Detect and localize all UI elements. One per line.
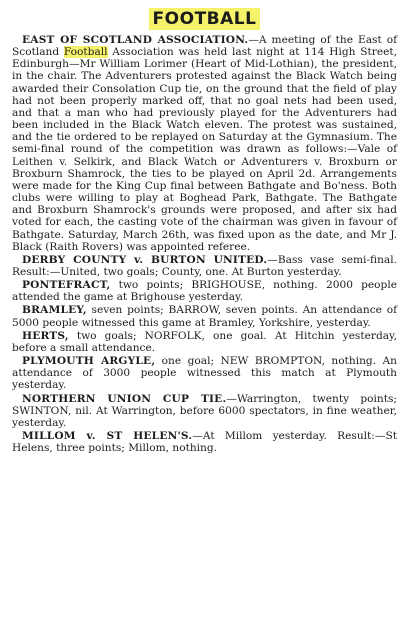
article-body: two goals; NORFOLK, one goal. At Hitchin yesterday, before a small attendance. <box>12 329 397 354</box>
highlighted-word: Football <box>63 46 108 59</box>
article-lead: PONTEFRACT, <box>22 279 111 292</box>
article-lead: MILLOM v. ST HELEN'S. <box>22 430 193 442</box>
article-body: —Warrington, twenty points; SWINTON, nil. At Warrington, before 6000 spectators, in fine weather, yesterday. <box>12 392 397 429</box>
article-body: seven points; BARROW, seven points. An attendance of 5000 people witnessed this game at Bramley, Yorkshire, yesterday. <box>12 304 397 329</box>
headline-container <box>12 8 397 32</box>
article-body: —Bass vase semi-final. Result:—United, two goals; County, one. At Burton yesterday. <box>12 253 397 278</box>
article-lead: PLYMOUTH ARGYLE, <box>22 355 156 368</box>
article-herts-norfolk <box>12 330 397 354</box>
article-plymouth-brompton <box>12 355 397 391</box>
article-derby-burton <box>12 254 397 278</box>
article-east-of-scotland <box>12 34 397 253</box>
article-lead: BRAMLEY, <box>22 304 87 317</box>
article-body: two points; BRIGHOUSE, nothing. 2000 people attended the game at Brighouse yesterday. <box>12 279 397 304</box>
article-body: one goal; NEW BROMPTON, nothing. An attendance of 3000 people witnessed this match at Plymouth yesterday. <box>12 355 397 392</box>
article-body: —At Millom yesterday. Result:—St Helens, three points; Millom, nothing. <box>12 430 397 455</box>
article-millom-st-helens <box>12 430 397 454</box>
headline: FOOTBALL <box>149 8 261 30</box>
article-bramley-barrow <box>12 304 397 328</box>
article-lead: HERTS, <box>22 329 69 342</box>
article-body-after: Association was held last night at 114 High Street, Edinburgh—Mr William Lorimer (Heart of Mid-Lothian), the president, in the chair. The Adventurers protested against the Black Watch being awarded their Consolation Cup tie, on the ground that the field of play had not been properly marked off, that no goal nets had been used, and that a man who had previously played for the Adventurers had been included in the Black Watch eleven. The protest was sustained, and the tie ordered to be replayed on Saturday at the Gymnasium. The semi-final round of the competition was drawn as follows:—Vale of Leithen v. Selkirk, and Black Watch or Adventurers v. Broxburn or Broxburn Shamrock, the ties to be played on April 2d. Arrangements were made for the King Cup final between Bathgate and Bo'ness. Both clubs were willing to play at Boghead Park, Bathgate. The Bathgate and Broxburn Shamrock's grounds were proposed, and after six had voted for each, the casting vote of the chairman was given in favour of Bathgate. Saturday, March 26th, was fixed upon as the date, and Mr J. Black (Raith Rovers) was appointed referee. <box>12 46 397 253</box>
article-lead: NORTHERN UNION CUP TIE. <box>22 392 227 405</box>
article-lead: EAST OF SCOTLAND ASSOCIATION. <box>22 34 249 46</box>
article-northern-union <box>12 393 397 429</box>
article-body-before: —A meeting of the East of Scotland <box>12 34 397 59</box>
article-lead: DERBY COUNTY v. BURTON UNITED. <box>22 253 268 266</box>
article-pontefract-brighouse <box>12 279 397 303</box>
